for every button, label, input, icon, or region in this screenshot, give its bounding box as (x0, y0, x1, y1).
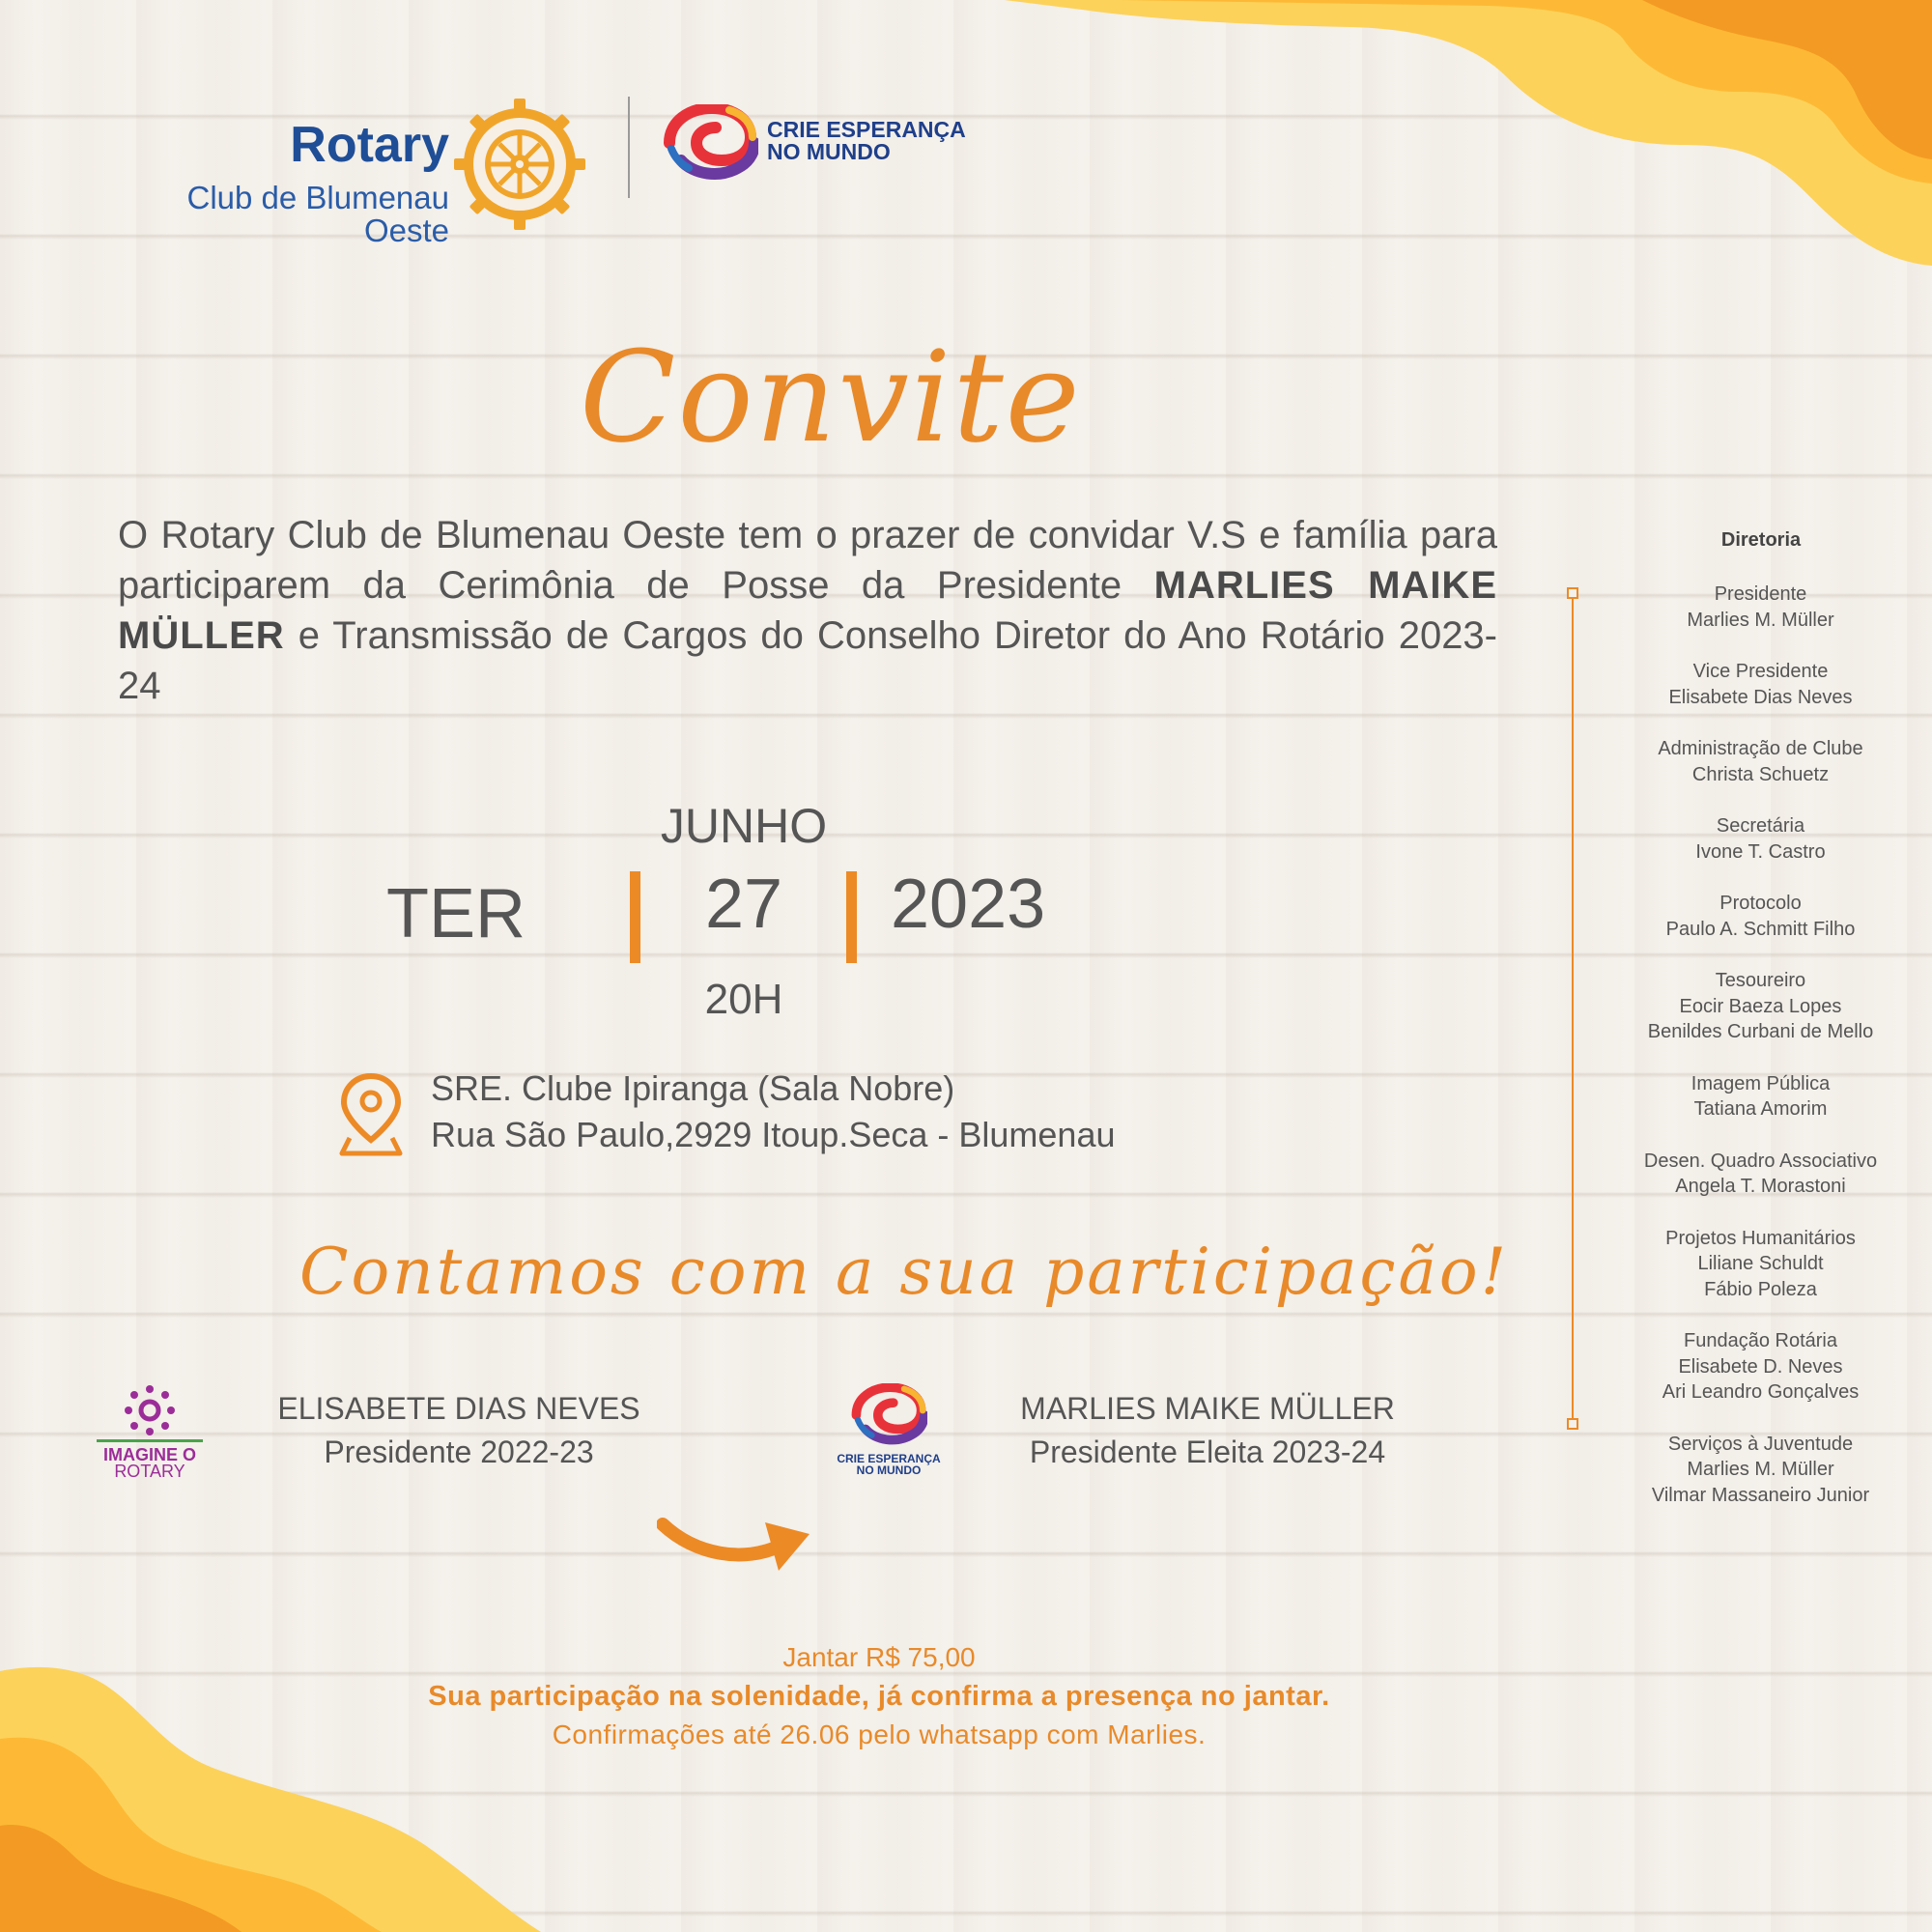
board-member-name: Elisabete Dias Neves (1668, 686, 1853, 708)
invitation-title: Convite (580, 324, 1082, 470)
event-time: 20H (704, 976, 783, 1023)
board-role: Projetos Humanitários (1665, 1227, 1856, 1249)
board-group (1594, 891, 1927, 942)
imagine-underline (97, 1439, 203, 1442)
board-role: Fundação Rotária (1684, 1330, 1837, 1351)
date-separator (846, 871, 857, 963)
crie-small-line2: NO MUNDO (856, 1463, 922, 1477)
timeline-cap-top (1567, 587, 1578, 599)
board-role: Vice Presidente (1692, 661, 1829, 682)
board-member-name: Benildes Curbani de Mello (1647, 1021, 1874, 1042)
board-role: Presidente (1714, 583, 1807, 605)
board-member-name: Fábio Poleza (1704, 1278, 1817, 1300)
board-group (1594, 1328, 1927, 1406)
board-role: Imagem Pública (1690, 1072, 1831, 1094)
incoming-president-role: Presidente Eleita 2023-24 (1029, 1435, 1386, 1469)
imagine-text (82, 1447, 217, 1480)
incoming-president (976, 1391, 1439, 1470)
board-group (1594, 659, 1927, 710)
timeline-cap-bottom (1567, 1418, 1578, 1430)
event-day: 27 (704, 866, 783, 943)
tagline: Contamos com a sua participação! (299, 1235, 1510, 1309)
board-title: Diretoria (1720, 529, 1802, 551)
event-month: JUNHO (660, 799, 828, 853)
crie-line2: NO MUNDO (767, 139, 891, 164)
board-role: Secretária (1716, 815, 1805, 837)
imagine-line2: ROTARY (114, 1462, 185, 1481)
outgoing-president-role: Presidente 2022-23 (324, 1435, 594, 1469)
board-member-name: Angela T. Morastoni (1675, 1176, 1846, 1197)
board-group (1594, 1071, 1927, 1122)
invitation-text (118, 510, 1497, 711)
imagine-rotary-logo (82, 1381, 217, 1481)
club-name-line2: Oeste (363, 213, 449, 248)
board-role: Protocolo (1719, 893, 1802, 914)
venue-line2: Rua São Paulo,2929 Itoup.Seca - Blumenau (431, 1115, 1116, 1154)
logo-divider (628, 97, 630, 198)
confirmation-note: Confirmações até 26.06 pelo whatsapp com Marlies. (552, 1719, 1207, 1749)
location-pin-icon (336, 1070, 406, 1157)
intro-text-after: e Transmissão de Cargos do Conselho Diretor do Ano Rotário 2023-24 (118, 614, 1497, 707)
board-role: Desen. Quadro Associativo (1643, 1150, 1878, 1172)
board-member-name: Marlies M. Müller (1687, 1459, 1834, 1480)
board-member-name: Elisabete D. Neves (1678, 1355, 1843, 1378)
club-name-line1: Club de Blumenau (186, 180, 449, 215)
arrow-right-icon (657, 1507, 821, 1584)
board-member-name: Vilmar Massaneiro Junior (1651, 1484, 1870, 1506)
crie-small-line1: CRIE ESPERANÇA (837, 1452, 941, 1465)
crie-small-text (831, 1453, 947, 1476)
imagine-sun-icon (121, 1381, 179, 1439)
participation-note: Sua participação na solenidade, já confirma a presença no jantar. (428, 1681, 1330, 1712)
timeline-line (1572, 593, 1574, 1424)
board-list (1594, 582, 1927, 1534)
board-role: Administração de Clube (1658, 738, 1863, 759)
outgoing-president-name: ELISABETE DIAS NEVES (277, 1391, 640, 1426)
board-group (1594, 736, 1927, 787)
board-member-name: Christa Schuetz (1691, 763, 1830, 785)
imagine-line1: IMAGINE O (102, 1445, 196, 1464)
event-weekday: TER (386, 875, 526, 952)
date-separator (630, 871, 640, 963)
board-member-name: Ari Leandro Gonçalves (1662, 1381, 1860, 1403)
board-group (1594, 1149, 1927, 1200)
board-group (1594, 582, 1927, 633)
board-role: Serviços à Juventude (1667, 1433, 1854, 1455)
board-group (1594, 1432, 1927, 1509)
crie-esperanca-logo-icon (662, 104, 758, 182)
venue-line1: SRE. Clube Ipiranga (Sala Nobre) (431, 1068, 955, 1108)
crie-line1: CRIE ESPERANÇA (767, 117, 966, 142)
rotary-club-logo (101, 116, 449, 248)
board-group (1594, 813, 1927, 865)
crie-esperanca-text (767, 119, 966, 163)
board-member-name: Paulo A. Schmitt Filho (1665, 918, 1856, 940)
crie-esperanca-small-logo (831, 1383, 947, 1480)
honoree-name: MARLIES MAIKE MÜLLER (118, 564, 1497, 657)
intro-text-before: O Rotary Club de Blumenau Oeste tem o prazer de convidar V.S e família para participarem da Cerimônia de Posse da Presidente (118, 514, 1497, 607)
board-group (1594, 1226, 1927, 1303)
rotary-wheel-icon (452, 97, 587, 232)
top-right-wave-decoration (1005, 0, 1932, 270)
board-member-name: Marlies M. Müller (1687, 609, 1834, 631)
outgoing-president (242, 1391, 676, 1470)
board-member-name: Ivone T. Castro (1695, 840, 1826, 863)
crie-esperanca-small-icon (850, 1383, 927, 1447)
dinner-price: Jantar R$ 75,00 (782, 1642, 976, 1672)
board-member-name: Tatiana Amorim (1693, 1098, 1828, 1120)
board-member-name: Liliane Schuldt (1697, 1253, 1824, 1274)
incoming-president-name: MARLIES MAIKE MÜLLER (1020, 1391, 1395, 1426)
board-member-name: Eocir Baeza Lopes (1679, 995, 1842, 1017)
rotary-wordmark: Rotary (290, 117, 449, 173)
board-role: Tesoureiro (1715, 970, 1806, 991)
board-group (1594, 968, 1927, 1045)
event-year: 2023 (891, 866, 1046, 943)
venue-address (431, 1065, 1116, 1158)
